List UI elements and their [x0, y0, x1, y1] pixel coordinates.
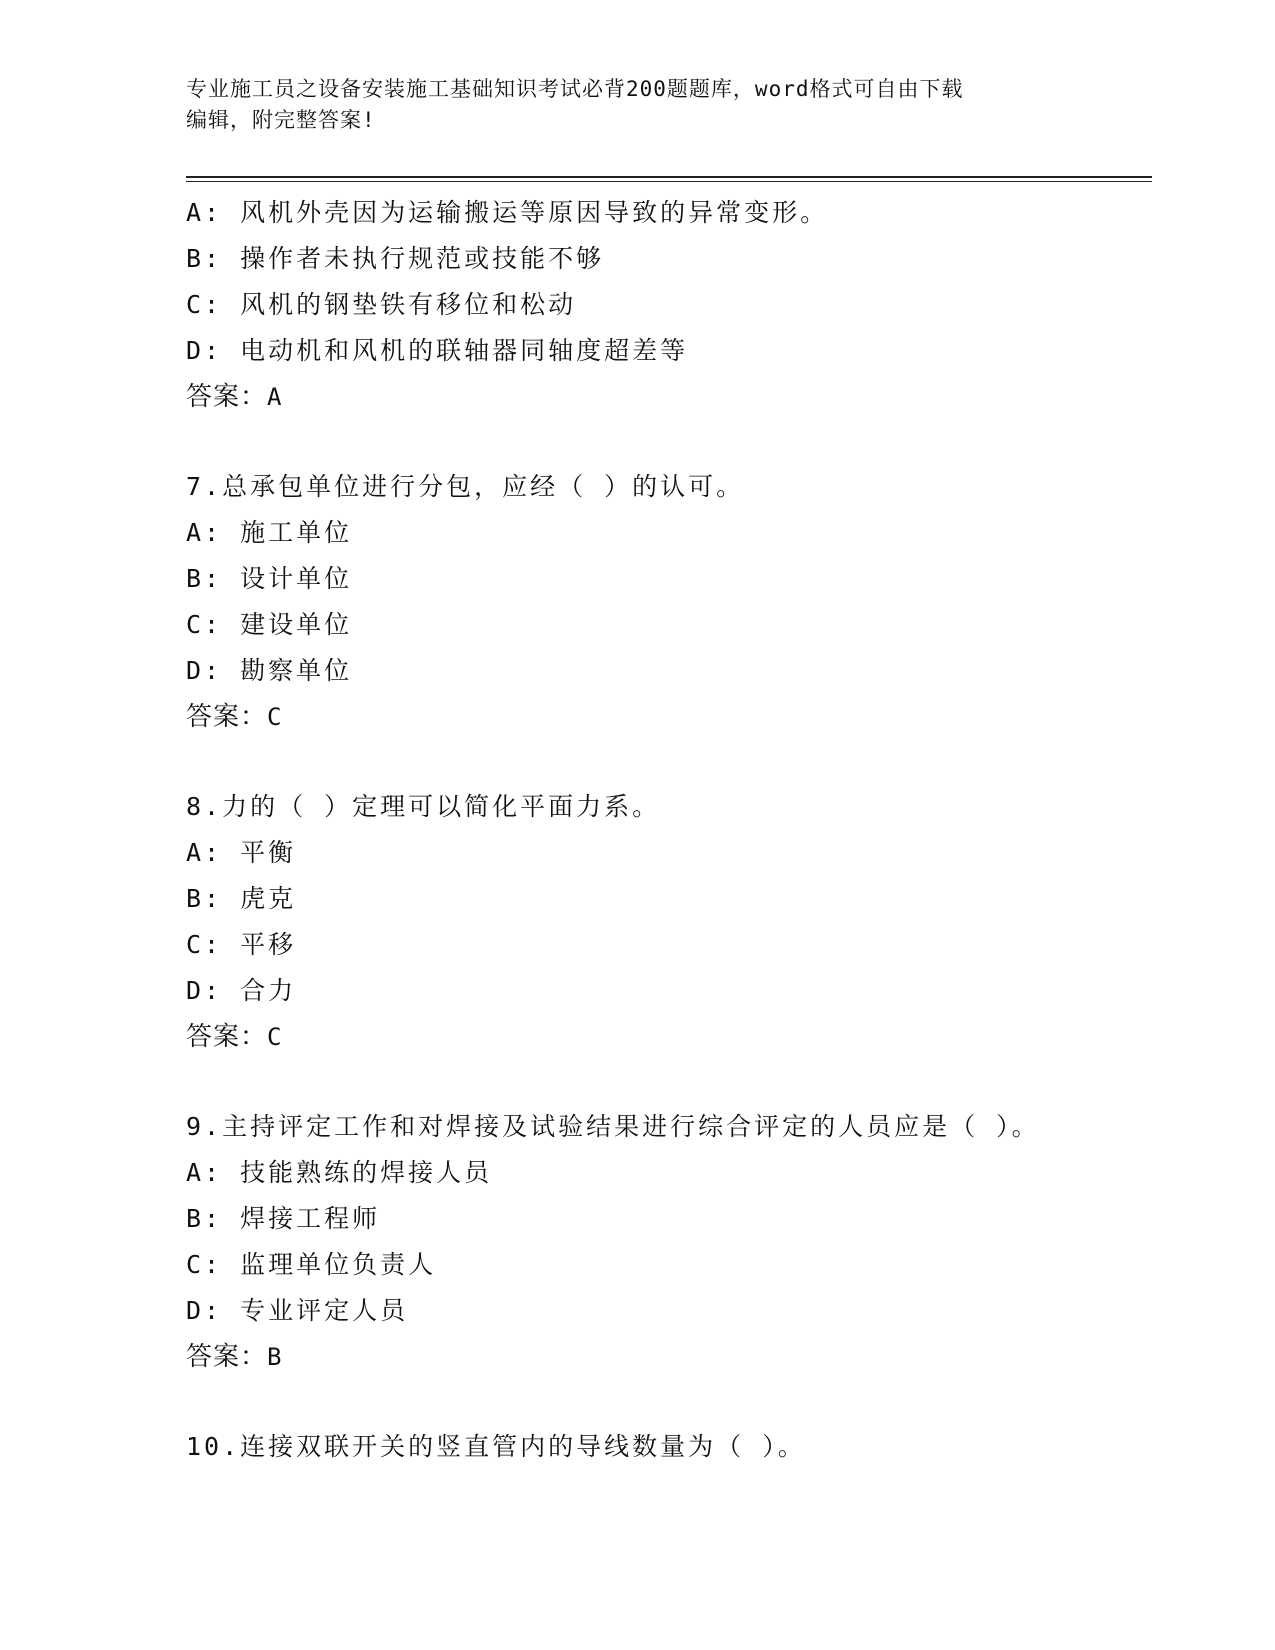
option-c: C: 建设单位 — [186, 610, 353, 639]
question-block-9 — [186, 1104, 1146, 1380]
answer-label: 答案： — [186, 702, 268, 732]
answer-value: B — [267, 1343, 283, 1371]
question-text: 9.主持评定工作和对焊接及试验结果进行综合评定的人员应是（ ）。 — [186, 1112, 1040, 1141]
option-c: C: 风机的钢垫铁有移位和松动 — [186, 290, 577, 319]
header-title-line-2: 编辑，附完整答案! — [186, 108, 376, 132]
answer-value: C — [267, 1023, 283, 1051]
question-list — [186, 190, 1146, 1470]
answer-line — [186, 694, 1146, 740]
option-b: B: 焊接工程师 — [186, 1204, 381, 1233]
option-d: D: 电动机和风机的联轴器同轴度超差等 — [186, 336, 689, 365]
header-title-line-1: 专业施工员之设备安装施工基础知识考试必背200题题库，word格式可自由下载 — [186, 77, 964, 101]
question-block-7 — [186, 464, 1146, 740]
question-block-8 — [186, 784, 1146, 1060]
question-block-10 — [186, 1424, 1146, 1470]
document-header — [186, 74, 1066, 136]
option-c: C: 监理单位负责人 — [186, 1250, 437, 1279]
option-b: B: 虎克 — [186, 884, 297, 913]
answer-label: 答案： — [186, 1342, 268, 1372]
option-d: D: 合力 — [186, 976, 297, 1005]
question-text: 7.总承包单位进行分包，应经（ ）的认可。 — [186, 472, 745, 501]
answer-label: 答案： — [186, 1022, 268, 1052]
answer-value: C — [267, 703, 283, 731]
option-d: D: 勘察单位 — [186, 656, 353, 685]
answer-line — [186, 1014, 1146, 1060]
header-divider-bottom — [186, 181, 1152, 182]
header-divider-top — [186, 176, 1152, 178]
question-text: 8.力的（ ）定理可以简化平面力系。 — [186, 792, 661, 821]
question-block-partial — [186, 190, 1146, 420]
option-a: A: 平衡 — [186, 838, 297, 867]
option-d: D: 专业评定人员 — [186, 1296, 409, 1325]
option-b: B: 设计单位 — [186, 564, 353, 593]
option-b: B: 操作者未执行规范或技能不够 — [186, 244, 605, 273]
answer-line — [186, 374, 1146, 420]
option-a: A: 施工单位 — [186, 518, 353, 547]
option-a: A: 风机外壳因为运输搬运等原因导致的异常变形。 — [186, 198, 829, 227]
option-c: C: 平移 — [186, 930, 297, 959]
answer-value: A — [267, 383, 283, 411]
question-text: 10.连接双联开关的竖直管内的导线数量为（ ）。 — [186, 1432, 806, 1461]
answer-label: 答案： — [186, 382, 268, 412]
answer-line — [186, 1334, 1146, 1380]
option-a: A: 技能熟练的焊接人员 — [186, 1158, 493, 1187]
